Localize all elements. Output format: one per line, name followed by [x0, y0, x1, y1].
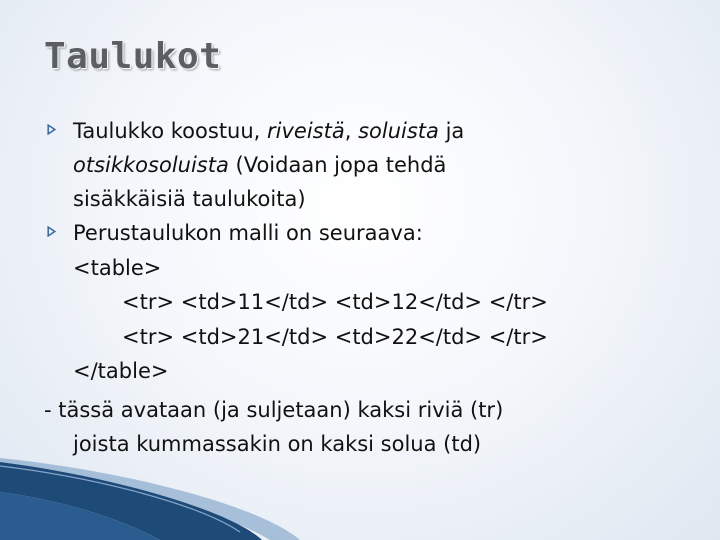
bullet-1-rest: (Voidaan jopa tehdä	[228, 153, 447, 177]
code-table-close: </table>	[73, 359, 169, 383]
emphasis-otsikkosoluista: otsikkosoluista	[73, 153, 229, 177]
bullet-1-text: Taulukko koostuu,	[73, 119, 268, 143]
emphasis-riveista: riveistä	[267, 119, 345, 143]
separator: ,	[344, 119, 359, 143]
note-line-1: - tässä avataan (ja suljetaan) kaksi riviä (tr)	[44, 398, 504, 422]
bullet-1-line-3: sisäkkäisiä taulukoita)	[73, 187, 306, 211]
code-row-2: <tr> <td>21</td> <td>22</td> </tr>	[122, 325, 548, 349]
note-line-2: joista kummassakin on kaksi solua (td)	[73, 432, 482, 456]
slide-title: Taulukot	[44, 36, 222, 77]
code-table-open: <table>	[73, 256, 162, 280]
code-row-1: <tr> <td>11</td> <td>12</td> </tr>	[122, 290, 548, 314]
bullet-2-text: Perustaulukon malli on seuraava:	[73, 221, 423, 245]
conjunction: ja	[438, 119, 465, 143]
emphasis-soluista: soluista	[358, 119, 439, 143]
